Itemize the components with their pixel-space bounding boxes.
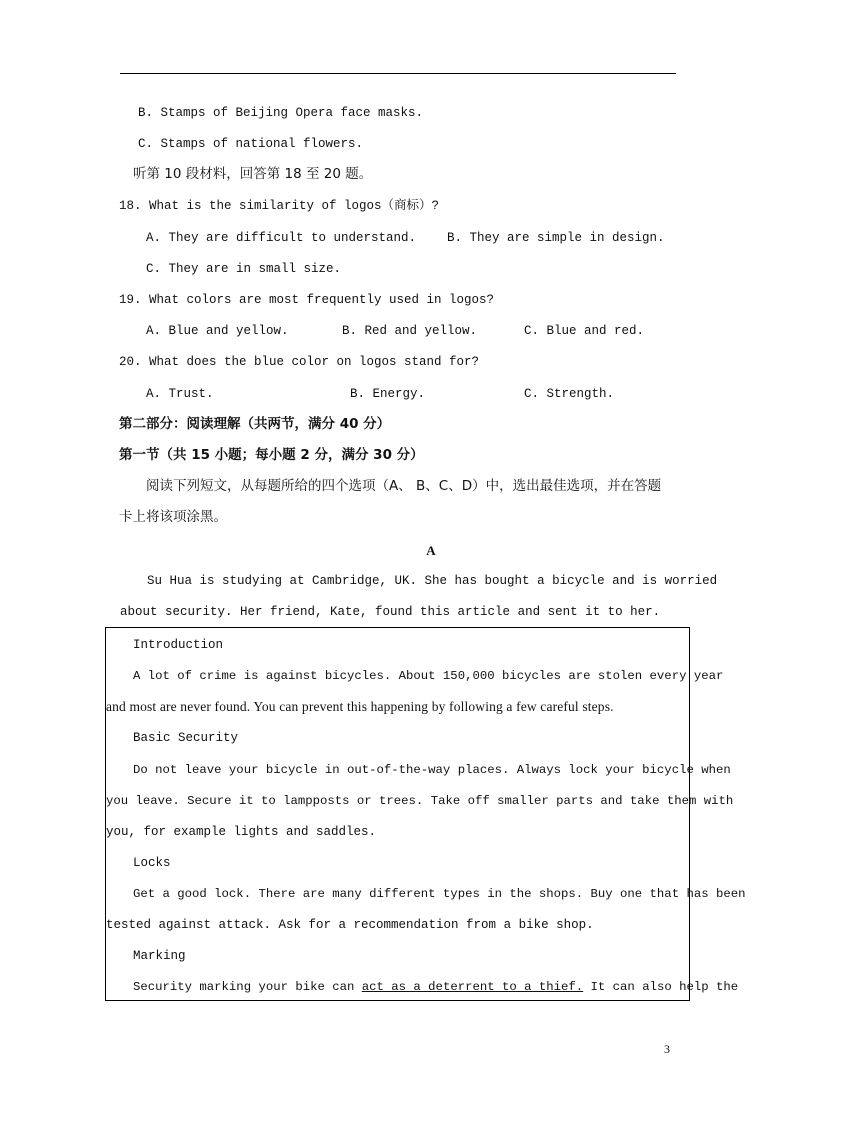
marking-text-underlined: act as a deterrent to a thief.: [361, 980, 584, 994]
article-box: [105, 627, 746, 1001]
q20-option-c: C. Strength.: [524, 387, 615, 401]
q18-stem: 18. What is the similarity of logos（商标）?: [119, 199, 440, 213]
q17-option-b: B. Stamps of Beijing Opera face masks.: [138, 106, 424, 120]
marking-text-pre: Security marking your bike can: [133, 980, 362, 994]
q18-option-b: B. They are simple in design.: [447, 231, 665, 245]
q20-option-a: A. Trust.: [146, 387, 214, 401]
instructions-line1: 阅读下列短文，从每题所给的四个选项（A、 B、C、D）中，选出最佳选项，并在答题: [146, 478, 662, 494]
passage-label: A: [426, 543, 436, 558]
article-locks-line2: tested against attack. Ask for a recommendation from a bike shop.: [106, 918, 594, 932]
article-basic-title: Basic Security: [133, 731, 239, 745]
q19-option-a: A. Blue and yellow.: [146, 324, 289, 338]
article-intro-line2: and most are never found. You can prevent this happening by following a few careful steps.: [106, 699, 614, 714]
article-marking-title: Marking: [133, 949, 186, 963]
passage-intro-line2: about security. Her friend, Kate, found this article and sent it to her.: [120, 605, 661, 619]
header-rule: [120, 73, 676, 74]
article-basic-line3: you, for example lights and saddles.: [106, 825, 377, 839]
article-locks-line1: Get a good lock. There are many different types in the shops. Buy one that has been: [133, 887, 746, 901]
instructions-line2: 卡上将该项涂黑。: [119, 509, 227, 525]
q20-stem: 20. What does the blue color on logos stand for?: [119, 355, 480, 369]
section1-heading: 第一节（共 15 小题；每小题 2 分，满分 30 分）: [119, 447, 424, 463]
q20-option-b: B. Energy.: [350, 387, 426, 401]
article-locks-title: Locks: [133, 856, 171, 870]
q17-option-c: C. Stamps of national flowers.: [138, 137, 364, 151]
page-number: 3: [664, 1042, 670, 1056]
listening-intro: 听第 10 段材料，回答第 18 至 20 题。: [133, 166, 373, 182]
article-marking-line1: [133, 979, 738, 995]
article-intro-line1: A lot of crime is against bicycles. About 150,000 bicycles are stolen every year: [133, 669, 724, 683]
q18-option-c: C. They are in small size.: [146, 262, 342, 276]
q18-option-a: A. They are difficult to understand.: [146, 231, 417, 245]
article-basic-line2: you leave. Secure it to lampposts or trees. Take off smaller parts and take them with: [106, 794, 734, 808]
part2-heading: 第二部分：阅读理解（共两节，满分 40 分）: [119, 416, 391, 432]
article-basic-line1: Do not leave your bicycle in out-of-the-way places. Always lock your bicycle when: [133, 763, 731, 777]
passage-intro-line1: Su Hua is studying at Cambridge, UK. She has bought a bicycle and is worried: [147, 574, 718, 588]
q19-stem: 19. What colors are most frequently used in logos?: [119, 293, 495, 307]
q19-option-b: B. Red and yellow.: [342, 324, 478, 338]
q19-option-c: C. Blue and red.: [524, 324, 645, 338]
article-intro-title: Introduction: [133, 638, 224, 652]
marking-text-post: It can also help the: [583, 980, 739, 994]
